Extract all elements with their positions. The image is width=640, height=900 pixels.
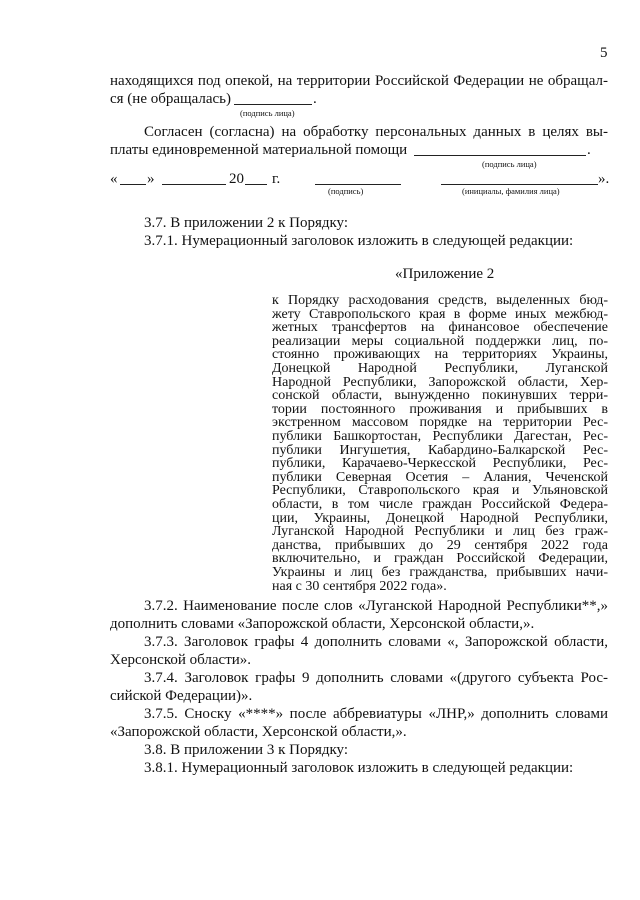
appendix-line: публики, Карачаево-Черкесской Республики, Рес- (272, 456, 608, 472)
caption-signature: (подпись) (328, 186, 364, 196)
date-year-g: г. (272, 171, 281, 187)
appendix-line: тории постоянного проживания и прибывших в (272, 401, 608, 417)
text-line-obrashchalas: ся (не обращалась) (110, 91, 232, 107)
section-3-7-3-line-1: 3.7.3. Заголовок графы 4 дополнить словами «, Запорожской области, (144, 634, 608, 650)
appendix-line: жетных трансфертов на финансовое обеспечение (272, 320, 608, 336)
appendix-line: данства, прибывших до 29 сентября 2022 года (272, 537, 608, 553)
appendix-line: Луганской Народной Республики и лиц без граж- (272, 524, 608, 540)
appendix-line: публики Башкортостан, Республики Дагестан, Рес- (272, 429, 608, 444)
signature-line-1 (234, 104, 312, 105)
date-row-end: ». (598, 171, 610, 187)
section-3-7-5-line-2: «Запорожской области, Херсонской области,». (110, 724, 407, 740)
appendix-line: сонской области, вынужденно покинувших терри- (272, 388, 608, 404)
date-quote-open: « (110, 171, 118, 187)
section-3-7-2-line-1: 3.7.2. Наименование после слов «Луганской Народной Республики**,» (144, 598, 608, 614)
appendix-line: Украины и лиц без гражданства, прибывших начи- (272, 565, 608, 580)
appendix-title: «Приложение 2 (395, 266, 495, 282)
signature-line-3 (315, 184, 401, 185)
appendix-line: публики Северная Осетия – Алания, Чеченской (272, 469, 608, 485)
text-line-opeka: находящихся под опекой, на территории Российской Федерации не обращал- (110, 73, 608, 89)
appendix-line: экстренном массовом порядке на территории Рес- (272, 415, 608, 431)
appendix-line: стоянно проживающих на территориях Украины, (272, 347, 608, 363)
period-1: . (313, 91, 317, 107)
appendix-line: реализации меры социальной поддержки лиц, по- (272, 333, 608, 349)
date-year-prefix: 20 (229, 171, 244, 187)
date-month-line (162, 184, 226, 185)
appendix-line: Народной Республики, Запорожской области, Хер- (272, 374, 608, 390)
signature-caption-2: (подпись лица) (482, 159, 537, 169)
page-number: 5 (600, 45, 608, 61)
appendix-line: Донецкой Народной Республики, Луганской (272, 361, 608, 376)
initials-line (441, 184, 598, 185)
consent-line-2: платы единовременной материальной помощи (110, 142, 408, 158)
section-3-7-5-line-1: 3.7.5. Сноску «****» после аббревиатуры «ЛНР,» дополнить словами (144, 706, 608, 722)
date-year-line (245, 184, 267, 185)
signature-caption-1: (подпись лица) (240, 108, 295, 118)
appendix-line: Республики, Ставропольского края и Ульяновской (272, 483, 608, 499)
section-3-8-heading: 3.8. В приложении 3 к Порядку: (144, 742, 349, 758)
caption-initials: (инициалы, фамилия лица) (462, 186, 560, 196)
appendix-line: публики Ингушетия, Кабардино-Балкарской Рес- (272, 442, 608, 458)
section-3-7-2-line-2: дополнить словами «Запорожской области, Херсонской области,». (110, 616, 535, 632)
consent-line-1: Согласен (согласна) на обработку персональных данных в целях вы- (144, 124, 608, 140)
section-3-7-4-line-1: 3.7.4. Заголовок графы 9 дополнить словами «(другого субъекта Рос- (144, 670, 608, 686)
section-3-8-1: 3.8.1. Нумерационный заголовок изложить в следующей редакции: (144, 760, 574, 776)
section-3-7-heading: 3.7. В приложении 2 к Порядку: (144, 215, 349, 231)
date-day-line (120, 184, 146, 185)
date-quote-close: » (147, 171, 155, 187)
appendix-line: к Порядку расходования средств, выделенных бюд- (272, 293, 608, 308)
appendix-line: включительно, и граждан Российской Федерации, (272, 551, 608, 567)
section-3-7-1: 3.7.1. Нумерационный заголовок изложить в следующей редакции: (144, 233, 574, 249)
appendix-line: жету Ставропольского края в форме иных межбюд- (272, 306, 608, 322)
appendix-line: ная с 30 сентября 2022 года». (272, 578, 447, 594)
appendix-line: ции, Украины, Донецкой Народной Республики, (272, 510, 608, 526)
period-2: . (587, 142, 591, 158)
appendix-line: области, в том числе граждан Российской Федера- (272, 497, 608, 512)
signature-line-2 (414, 155, 586, 156)
section-3-7-4-line-2: сийской Федерации)». (110, 688, 253, 704)
section-3-7-3-line-2: Херсонской области». (110, 652, 252, 668)
